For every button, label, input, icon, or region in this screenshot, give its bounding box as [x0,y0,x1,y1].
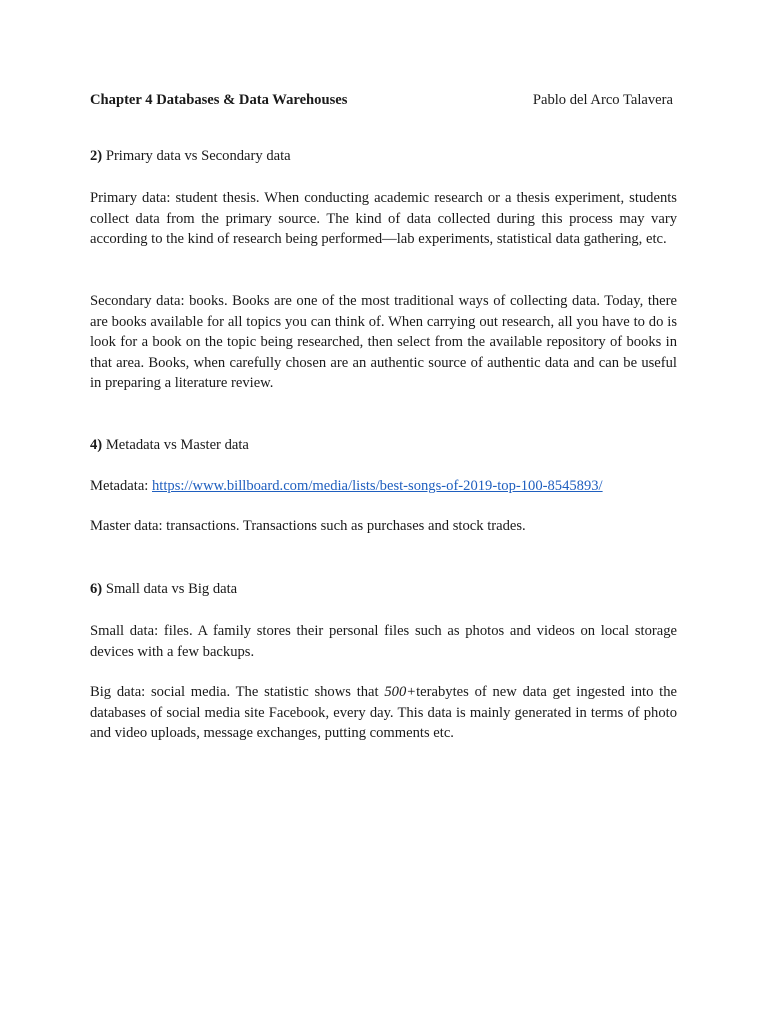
master-data-paragraph: Master data: transactions. Transactions such as purchases and stock trades. [90,518,526,534]
big-data-suffix: terabytes of new data get ingested into the databases of social media site Facebook, every day. This data is mainly generated in terms of photo and video uploads, message exchanges, putting comments etc. [90,684,677,742]
author-name: Pablo del Arco Talavera [532,92,673,108]
big-data-prefix: Big data: social media. The statistic shows that [90,684,385,700]
document-header [90,92,677,114]
section-title: Small data vs Big data [105,581,238,597]
section-title: Primary data vs Secondary data [105,148,291,164]
section-number: 2) [90,148,103,164]
section-number: 6) [90,581,103,597]
section-heading-small-big [90,579,237,599]
metadata-paragraph [90,476,677,497]
section-heading-primary-secondary [90,146,291,166]
metadata-label: Metadata: [90,478,152,494]
section-heading-metadata-master [90,435,249,455]
big-data-paragraph [90,682,677,744]
secondary-data-paragraph: Secondary data: books. Books are one of the most traditional ways of collecting data. Today, there are books available for all topics you can think of. When carrying out research, all you have to do is look for a book on the topic being researched, then select from the available repository of books in that area. Books, when carefully chosen are an authentic source of authentic data and can be useful in preparing a literature review. [90,293,677,392]
small-data-paragraph: Small data: files. A family stores their personal files such as photos and videos on local storage devices with a few backups. [90,623,677,660]
section-number: 4) [90,437,103,453]
section-title: Metadata vs Master data [105,437,249,453]
metadata-link[interactable]: https://www.billboard.com/media/lists/best-songs-of-2019-top-100-8545893/ [152,478,603,494]
big-data-figure: 500+ [384,684,417,700]
primary-data-paragraph: Primary data: student thesis. When conducting academic research or a thesis experiment, students collect data from the primary source. The kind of data collected during this process may vary according to the kind of research being performed—lab experiments, statistical data gathering, etc. [90,190,677,248]
chapter-title: Chapter 4 Databases & Data Warehouses [90,92,348,108]
